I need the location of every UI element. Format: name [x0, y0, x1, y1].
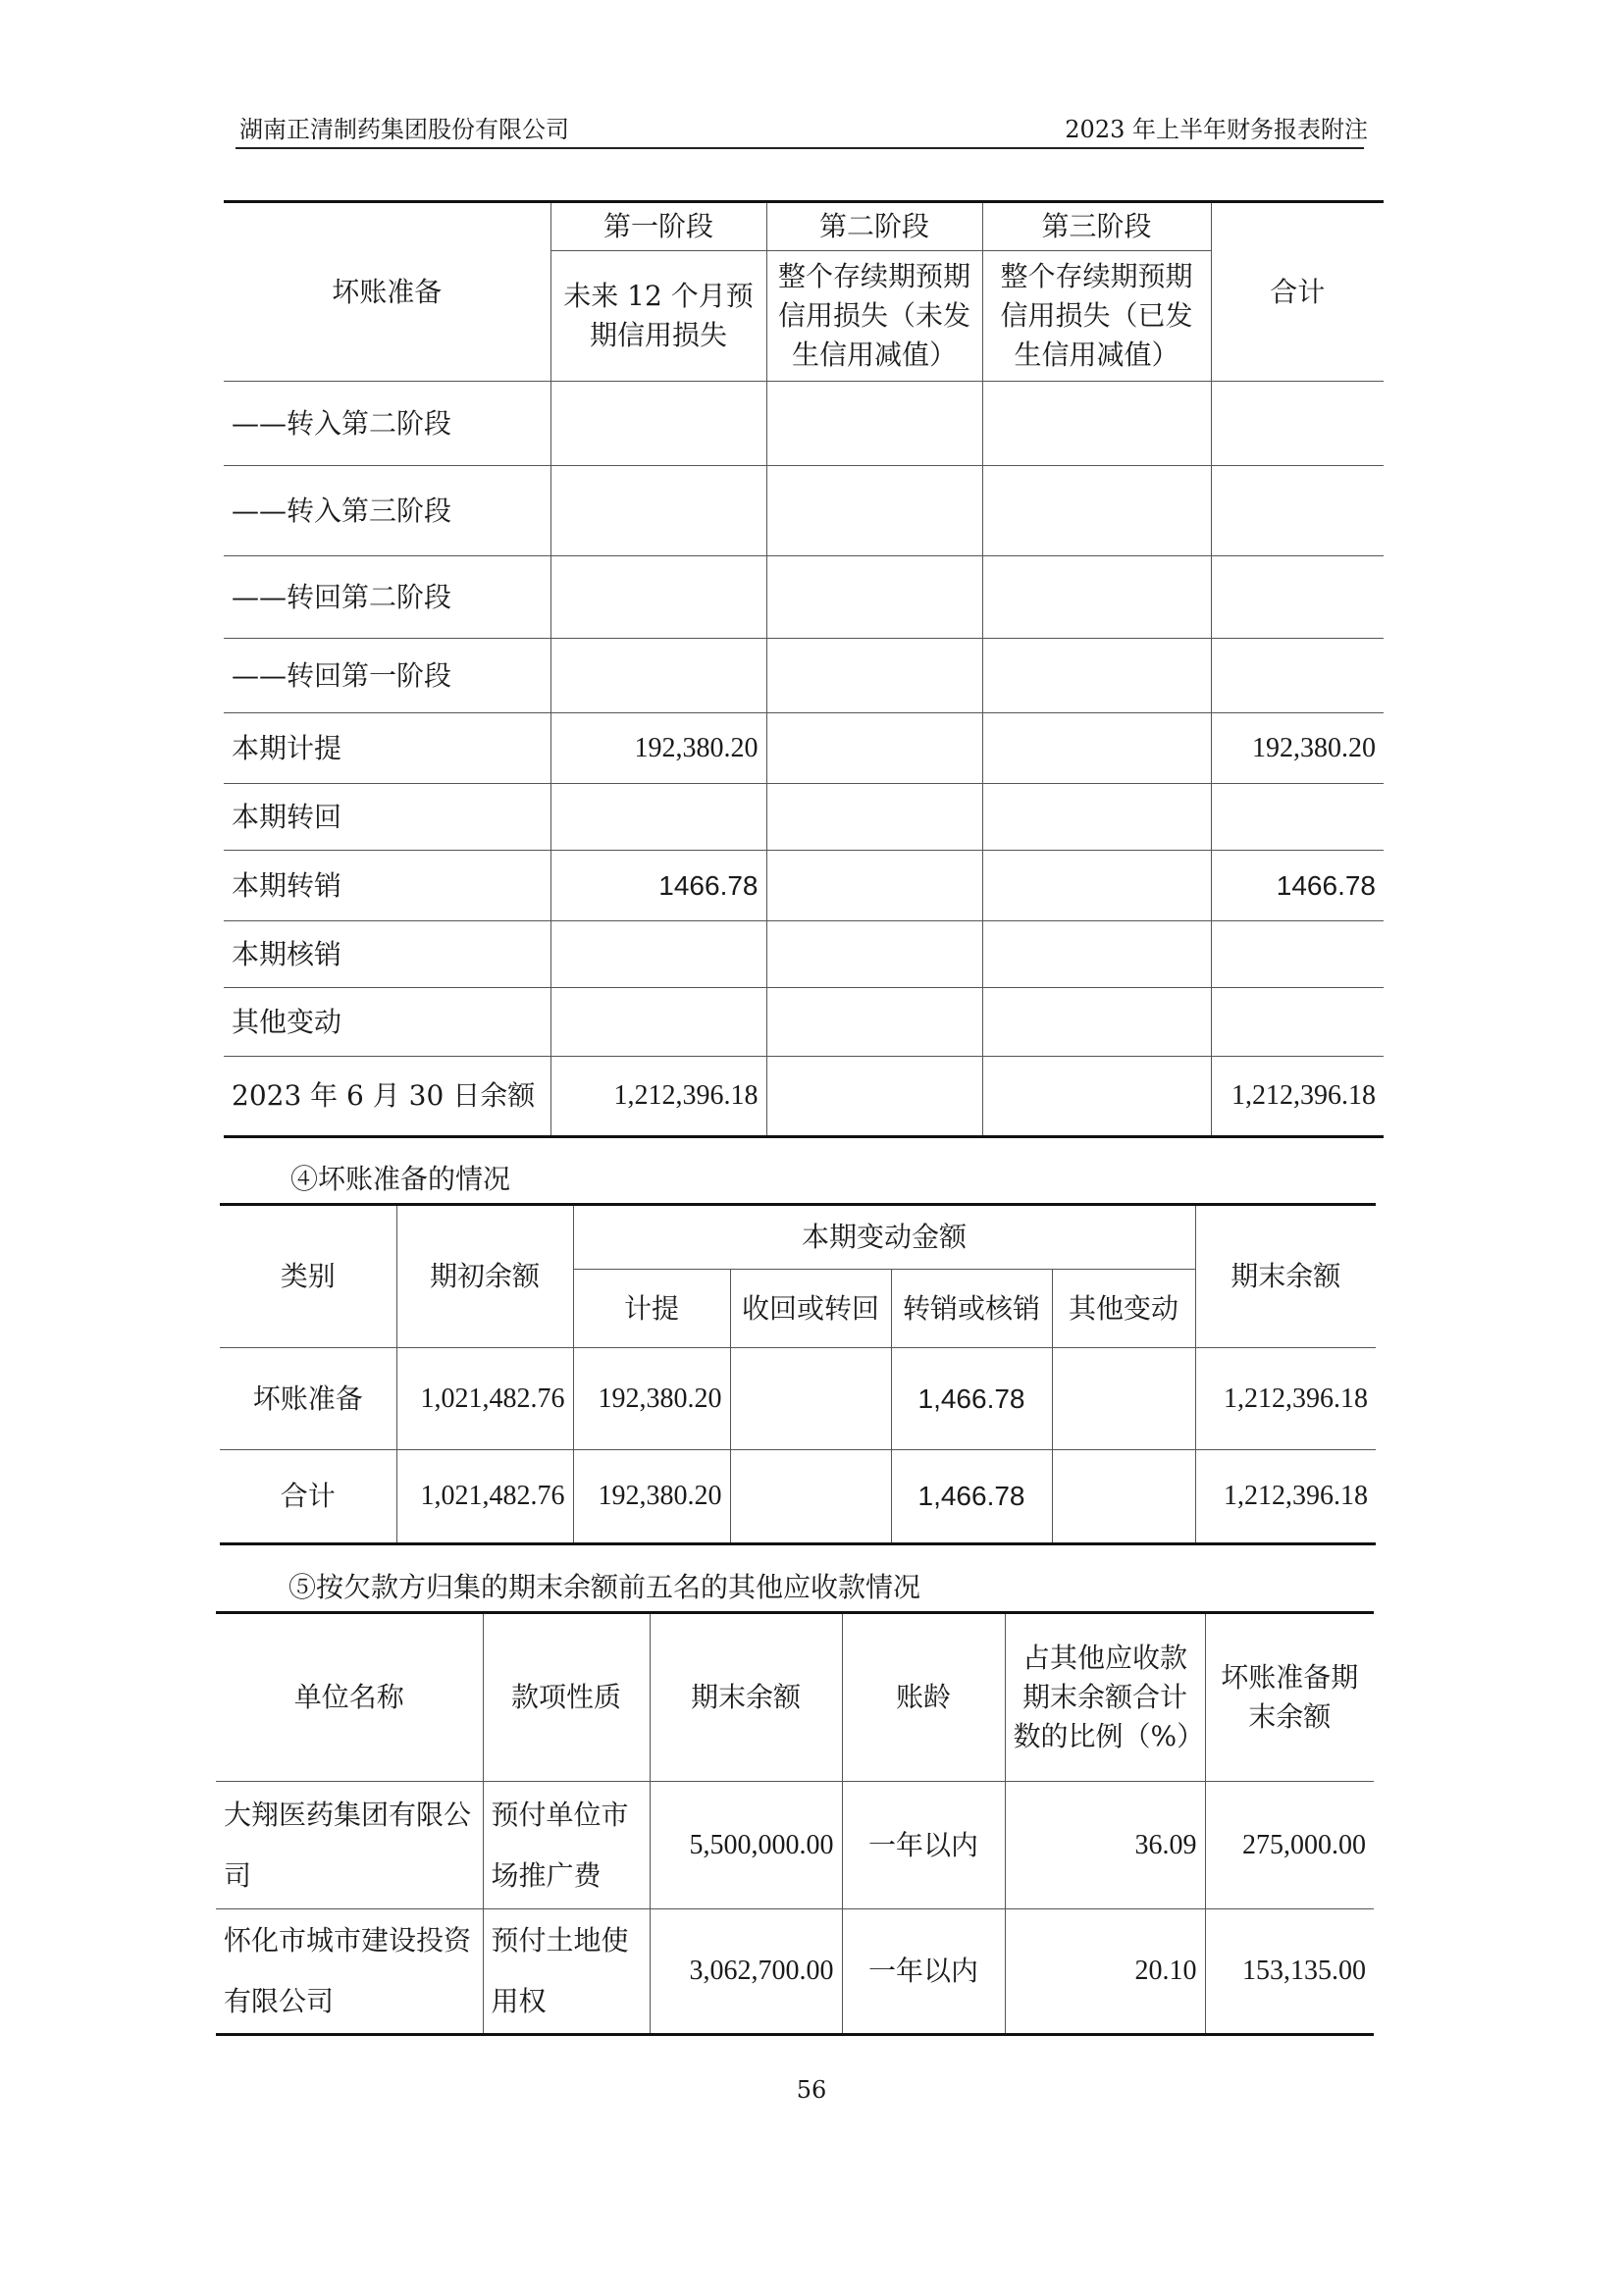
s5-balance-header: 期末余额: [650, 1613, 842, 1782]
top-five-receivables-table: [216, 1611, 1374, 2036]
table-row: [224, 988, 1384, 1057]
cell: [1211, 639, 1384, 713]
row-label: ——转回第一阶段: [224, 639, 550, 713]
s4-closing-header: 期末余额: [1195, 1205, 1376, 1348]
row-label: 怀化市城市建设投资有限公司: [216, 1909, 483, 2035]
row-label: ——转回第二阶段: [224, 556, 550, 639]
row-label: 大翔医药集团有限公司: [216, 1782, 483, 1909]
section5-title: ⑤按欠款方归集的期末余额前五名的其他应收款情况: [288, 1571, 921, 1603]
row-label: ——转入第三阶段: [224, 466, 550, 556]
cell: [1211, 988, 1384, 1057]
cell: 3,062,700.00: [650, 1909, 842, 2035]
section4-title: ④坏账准备的情况: [290, 1163, 511, 1195]
cell: 1466.78: [550, 851, 766, 921]
cell: 153,135.00: [1205, 1909, 1374, 2035]
cell: [982, 382, 1211, 466]
cell: 1,021,482.76: [396, 1348, 573, 1450]
s5-aging-header: 账龄: [842, 1613, 1005, 1782]
table-row: [220, 1348, 1376, 1450]
cell: [550, 784, 766, 851]
cell: [550, 921, 766, 988]
cell: [766, 988, 982, 1057]
row-label: 本期计提: [224, 713, 550, 784]
cell: 1,466.78: [891, 1348, 1052, 1450]
s5-ratio-header: 占其他应收款期末余额合计数的比例（%）: [1005, 1613, 1205, 1782]
cell: [1052, 1450, 1195, 1544]
s5-nature-header: 款项性质: [483, 1613, 650, 1782]
cell: [766, 921, 982, 988]
row-label: 本期转销: [224, 851, 550, 921]
cell: [982, 921, 1211, 988]
cell: 一年以内: [842, 1782, 1005, 1909]
t1-stage3-header: 第三阶段: [982, 202, 1211, 251]
cell: [550, 466, 766, 556]
cell: [982, 556, 1211, 639]
t1-stage2-header: 第二阶段: [766, 202, 982, 251]
cell: 1,212,396.18: [1195, 1450, 1376, 1544]
cell: [982, 988, 1211, 1057]
cell: [730, 1450, 891, 1544]
cell: [766, 382, 982, 466]
t1-stage1-desc: 未来 12 个月预期信用损失: [550, 251, 766, 382]
cell: 预付单位市场推广费: [483, 1782, 650, 1909]
cell: 5,500,000.00: [650, 1782, 842, 1909]
cell: 275,000.00: [1205, 1782, 1374, 1909]
s4-writeoff-header: 转销或核销: [891, 1270, 1052, 1348]
cell: 预付土地使用权: [483, 1909, 650, 2035]
t1-row-header: 坏账准备: [224, 202, 550, 382]
table-row: [224, 784, 1384, 851]
table-row: [216, 1782, 1374, 1909]
row-label: ——转入第二阶段: [224, 382, 550, 466]
cell: 192,380.20: [550, 713, 766, 784]
table-row: [224, 639, 1384, 713]
row-label: 本期核销: [224, 921, 550, 988]
s4-recovery-header: 收回或转回: [730, 1270, 891, 1348]
table-row: [220, 1450, 1376, 1544]
s5-name-header: 单位名称: [216, 1613, 483, 1782]
stage-allowance-table: [224, 200, 1384, 1138]
cell: 192,380.20: [573, 1450, 730, 1544]
row-label: 其他变动: [224, 988, 550, 1057]
header-rule: [236, 147, 1364, 149]
cell: 20.10: [1005, 1909, 1205, 2035]
cell: 1,466.78: [891, 1450, 1052, 1544]
t1-total-header: 合计: [1211, 202, 1384, 382]
cell: [1211, 466, 1384, 556]
s4-category-header: 类别: [220, 1205, 396, 1348]
cell: [550, 556, 766, 639]
cell: 1466.78: [1211, 851, 1384, 921]
s4-change-header: 本期变动金额: [573, 1205, 1195, 1270]
row-label: 合计: [220, 1450, 396, 1544]
cell: [766, 713, 982, 784]
s4-other-header: 其他变动: [1052, 1270, 1195, 1348]
cell: [730, 1348, 891, 1450]
s5-allowance-header: 坏账准备期末余额: [1205, 1613, 1374, 1782]
cell: [766, 1057, 982, 1137]
cell: 192,380.20: [1211, 713, 1384, 784]
page-number: 56: [796, 2076, 827, 2104]
table-row: [216, 1909, 1374, 2035]
cell: 一年以内: [842, 1909, 1005, 2035]
cell: [766, 784, 982, 851]
cell: [1211, 382, 1384, 466]
table-row: [224, 921, 1384, 988]
cell: [982, 713, 1211, 784]
cell: [766, 556, 982, 639]
table-row: [224, 556, 1384, 639]
cell: [1052, 1348, 1195, 1450]
table-row: [224, 713, 1384, 784]
t1-stage2-desc: 整个存续期预期信用损失（未发生信用减值）: [766, 251, 982, 382]
cell: [982, 784, 1211, 851]
cell: [1211, 921, 1384, 988]
cell: 1,021,482.76: [396, 1450, 573, 1544]
cell: 36.09: [1005, 1782, 1205, 1909]
cell: [1211, 556, 1384, 639]
cell: [550, 382, 766, 466]
header-report-title: 2023 年上半年财务报表附注: [1065, 116, 1368, 143]
cell: [982, 639, 1211, 713]
t1-stage3-desc: 整个存续期预期信用损失（已发生信用减值）: [982, 251, 1211, 382]
cell: [766, 639, 982, 713]
cell: 1,212,396.18: [1195, 1348, 1376, 1450]
s4-opening-header: 期初余额: [396, 1205, 573, 1348]
cell: [982, 1057, 1211, 1137]
t1-stage1-header: 第一阶段: [550, 202, 766, 251]
cell: [1211, 784, 1384, 851]
cell: 1,212,396.18: [1211, 1057, 1384, 1137]
header-company: 湖南正清制药集团股份有限公司: [239, 116, 569, 143]
table-row: [224, 851, 1384, 921]
table-row: [224, 382, 1384, 466]
cell: [550, 639, 766, 713]
table-row: [224, 1057, 1384, 1137]
cell: [766, 466, 982, 556]
table-row: [224, 466, 1384, 556]
cell: [550, 988, 766, 1057]
cell: [982, 851, 1211, 921]
cell: [982, 466, 1211, 556]
row-label: 坏账准备: [220, 1348, 396, 1450]
cell: 192,380.20: [573, 1348, 730, 1450]
row-label: 2023 年 6 月 30 日余额: [224, 1057, 550, 1137]
s4-provision-header: 计提: [573, 1270, 730, 1348]
cell: 1,212,396.18: [550, 1057, 766, 1137]
allowance-summary-table: [220, 1203, 1376, 1545]
cell: [766, 851, 982, 921]
row-label: 本期转回: [224, 784, 550, 851]
